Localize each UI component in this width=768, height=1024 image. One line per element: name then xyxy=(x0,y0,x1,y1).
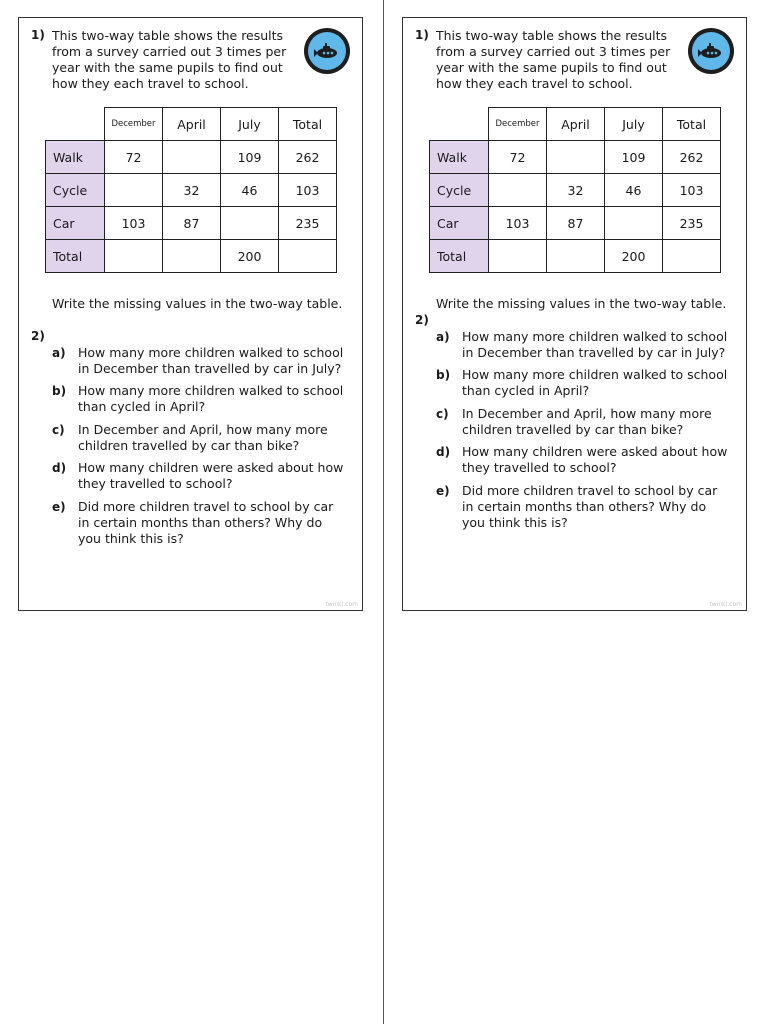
table-cell xyxy=(663,240,721,273)
part-label: e) xyxy=(436,484,450,498)
table-cell xyxy=(547,141,605,174)
part-label: c) xyxy=(52,423,65,437)
table-row xyxy=(430,207,721,240)
question-1-number: 1) xyxy=(415,28,429,42)
footer-credit: twinkl.com xyxy=(325,601,358,608)
question-part-b xyxy=(436,367,731,399)
row-header: Total xyxy=(46,240,105,273)
worksheet-card-right xyxy=(402,17,747,611)
two-way-table xyxy=(45,107,337,273)
table-cell: 103 xyxy=(105,207,163,240)
question-part-d xyxy=(52,460,347,492)
column-header: April xyxy=(163,108,221,141)
table-row xyxy=(46,207,337,240)
part-text: How many more children walked to school than cycled in April? xyxy=(462,367,728,398)
table-cell: 46 xyxy=(605,174,663,207)
table-row xyxy=(46,141,337,174)
row-header: Cycle xyxy=(46,174,105,207)
part-label: d) xyxy=(436,445,451,459)
table-cell xyxy=(221,207,279,240)
row-header: Cycle xyxy=(430,174,489,207)
table-cell: 235 xyxy=(663,207,721,240)
table-row xyxy=(46,174,337,207)
table-cell xyxy=(163,141,221,174)
part-label: a) xyxy=(436,330,450,344)
question-part-e xyxy=(52,499,347,547)
row-header: Walk xyxy=(430,141,489,174)
table-cell xyxy=(547,240,605,273)
table-cell: 87 xyxy=(547,207,605,240)
table-cell: 103 xyxy=(489,207,547,240)
part-text: In December and April, how many more children travelled by car than bike? xyxy=(462,406,712,437)
table-cell: 109 xyxy=(605,141,663,174)
part-label: b) xyxy=(52,384,67,398)
table-cell xyxy=(605,207,663,240)
part-text: How many children were asked about how they travelled to school? xyxy=(78,460,344,491)
part-text: How many children were asked about how they travelled to school? xyxy=(462,444,728,475)
part-text: Did more children travel to school by car in certain months than others? Why do you think this is? xyxy=(462,483,718,530)
footer-credit: twinkl.com xyxy=(709,601,742,608)
table-cell: 200 xyxy=(221,240,279,273)
page-divider xyxy=(383,0,384,1024)
table-cell xyxy=(489,240,547,273)
table-cell: 235 xyxy=(279,207,337,240)
part-text: How many more children walked to school than cycled in April? xyxy=(78,383,344,414)
part-label: c) xyxy=(436,407,449,421)
part-text: How many more children walked to school in December than travelled by car in July? xyxy=(78,345,344,376)
question-part-e xyxy=(436,483,731,531)
table-cell: 262 xyxy=(663,141,721,174)
question-1-intro: This two-way table shows the results from a survey carried out 3 times per year with the same pupils to find out how they each travel to school. xyxy=(52,28,287,91)
table-cell xyxy=(489,174,547,207)
column-header: December xyxy=(489,108,547,141)
part-label: e) xyxy=(52,500,66,514)
table-cell: 109 xyxy=(221,141,279,174)
row-header: Total xyxy=(430,240,489,273)
row-header: Car xyxy=(46,207,105,240)
column-header: July xyxy=(221,108,279,141)
table-cell xyxy=(105,174,163,207)
table-cell: 87 xyxy=(163,207,221,240)
column-header: April xyxy=(547,108,605,141)
row-header: Walk xyxy=(46,141,105,174)
table-row xyxy=(430,174,721,207)
part-text: How many more children walked to school in December than travelled by car in July? xyxy=(462,329,728,360)
worksheet-card-left xyxy=(18,17,363,611)
table-cell xyxy=(105,240,163,273)
submarine-icon xyxy=(688,28,734,74)
table-cell xyxy=(279,240,337,273)
table-header-row xyxy=(46,108,337,141)
table-row xyxy=(430,240,721,273)
table-cell: 32 xyxy=(547,174,605,207)
part-label: b) xyxy=(436,368,451,382)
question-part-d xyxy=(436,444,731,476)
table-cell xyxy=(163,240,221,273)
column-header: Total xyxy=(279,108,337,141)
table-cell: 72 xyxy=(489,141,547,174)
table-cell: 32 xyxy=(163,174,221,207)
table-cell: 103 xyxy=(663,174,721,207)
question-1-number: 1) xyxy=(31,28,45,42)
question-2-number: 2) xyxy=(31,329,45,343)
table-cell: 103 xyxy=(279,174,337,207)
table-cell: 200 xyxy=(605,240,663,273)
part-label: a) xyxy=(52,346,66,360)
table-instruction: Write the missing values in the two-way table. xyxy=(52,296,343,311)
column-header: Total xyxy=(663,108,721,141)
question-1-intro: This two-way table shows the results from a survey carried out 3 times per year with the same pupils to find out how they each travel to school. xyxy=(436,28,671,91)
question-part-a xyxy=(436,329,731,361)
table-cell: 46 xyxy=(221,174,279,207)
question-part-a xyxy=(52,345,347,377)
table-cell: 262 xyxy=(279,141,337,174)
table-row xyxy=(430,141,721,174)
question-part-c xyxy=(52,422,347,454)
part-text: Did more children travel to school by car in certain months than others? Why do you think this is? xyxy=(78,499,334,546)
question-2-number: 2) xyxy=(415,313,429,327)
table-row xyxy=(46,240,337,273)
table-header-row xyxy=(430,108,721,141)
part-text: In December and April, how many more children travelled by car than bike? xyxy=(78,422,328,453)
submarine-icon xyxy=(304,28,350,74)
column-header: December xyxy=(105,108,163,141)
question-part-b xyxy=(52,383,347,415)
row-header: Car xyxy=(430,207,489,240)
question-part-c xyxy=(436,406,731,438)
column-header: July xyxy=(605,108,663,141)
table-cell: 72 xyxy=(105,141,163,174)
part-label: d) xyxy=(52,461,67,475)
two-way-table xyxy=(429,107,721,273)
table-instruction: Write the missing values in the two-way table. xyxy=(436,296,727,311)
